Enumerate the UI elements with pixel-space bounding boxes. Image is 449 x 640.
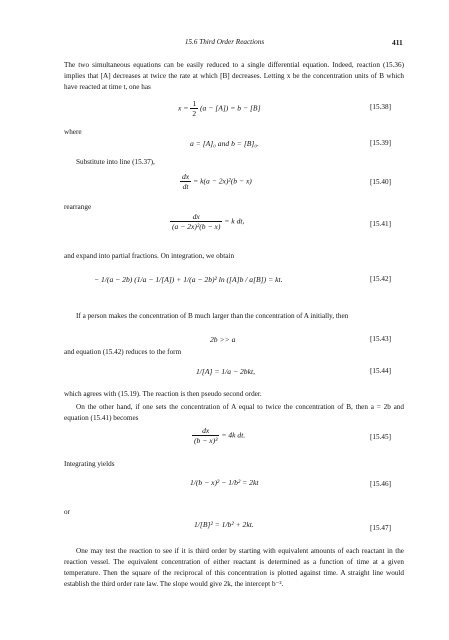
eq-45-rhs: = 4k dt.: [221, 430, 246, 440]
paragraph-person: If a person makes the concentration of B much larger than the concentration of A initially, then: [76, 312, 349, 320]
equation-15-38: [178, 99, 261, 118]
eq-number-15-45: [15.45]: [370, 433, 391, 441]
equation-15-47: 1/[B]² = 1/b² + 2kt.: [194, 520, 254, 529]
equation-15-44: 1/[A] = 1/a − 2bkt,: [196, 367, 255, 376]
equation-15-46: 1/(b − x)² − 1/b² = 2kt: [190, 478, 259, 487]
text-where: where: [64, 128, 82, 136]
eq-45-den: (b − x)³: [194, 436, 218, 445]
paragraph-final: One may test the reaction to see if it is third order by starting with equivalent amounts of each reactant in the reaction vessel. The equivalent concentration of either reactant is determined as a function of time at a given temperature. Then the square of the reciprocal of this concentration is plotted against time. A straight line would establish the third order rate law. The slope would give 2k, the intercept b⁻².: [64, 547, 404, 588]
text-rearrange: rearrange: [64, 203, 92, 211]
eq-38-half-den: 2: [192, 109, 197, 118]
eq-40-fraction: [180, 172, 191, 191]
paragraph-other-hand: On the other hand, if one sets the concentration of A equal to twice the concentration of B, then a = 2b and equation (15.41) becomes: [64, 403, 404, 422]
text-expand: and expand into partial fractions. On integration, we obtain: [64, 252, 235, 260]
text-reduces: and equation (15.42) reduces to the form: [64, 348, 182, 356]
eq-38-half-num: 1: [192, 99, 197, 108]
eq-45-num: dx: [192, 426, 219, 436]
eq-41-den: (a − 2x)²(b − x): [172, 222, 221, 231]
eq-38-half: [190, 99, 198, 118]
eq-number-15-40: [15.40]: [370, 178, 391, 186]
eq-38-lhs: x =: [178, 103, 189, 113]
eq-number-15-42: [15.42]: [370, 275, 391, 283]
page-number: 411: [392, 38, 403, 47]
equation-15-40: [180, 172, 252, 191]
eq-number-15-44: [15.44]: [370, 367, 391, 375]
eq-40-num: dx: [182, 172, 190, 181]
text-agrees: which agrees with (15.19). The reaction is then pseudo second order.: [64, 390, 262, 398]
eq-number-15-47: [15.47]: [370, 524, 391, 532]
eq-45-fraction: [192, 426, 219, 445]
eq-41-fraction: [170, 212, 222, 231]
eq-38-mid: (a − [A]) = b − [B]: [200, 103, 261, 113]
text-integrating: Integrating yields: [64, 460, 115, 468]
eq-40-den: dt: [182, 182, 189, 191]
text-substitute: Substitute into line (15.37),: [76, 158, 155, 166]
eq-41-num: dx: [170, 212, 222, 222]
equation-15-41: [170, 212, 244, 231]
paragraph-intro: The two simultaneous equations can be easily reduced to a single differential equation. Indeed, reaction (15.36) implies that [A] decreases at twice the rate at which [B] decreases. Letting x be the concentration units of B which have reacted at time t, one has: [64, 61, 404, 91]
eq-number-15-43: [15.43]: [370, 335, 391, 343]
eq-number-15-38: [15.38]: [370, 103, 391, 111]
eq-number-15-41: [15.41]: [370, 220, 391, 228]
equation-15-39: a = [A]₀ and b = [B]₀.: [190, 139, 259, 148]
eq-number-15-46: [15.46]: [370, 480, 391, 488]
eq-number-15-39: [15.39]: [370, 139, 391, 147]
eq-41-rhs: = k dt,: [224, 216, 245, 226]
text-or: or: [64, 508, 70, 516]
equation-15-42: − 1/(a − 2b) (1/a − 1/[A]) + 1/(a − 2b)² ln ([A]b / a[B]) = kt.: [94, 275, 283, 284]
running-header: 15.6 Third Order Reactions: [184, 38, 265, 46]
equation-15-45: [192, 426, 245, 445]
equation-15-43: 2b >> a: [210, 335, 236, 344]
eq-40-rhs: = k(a − 2x)²(b − x): [193, 176, 252, 186]
